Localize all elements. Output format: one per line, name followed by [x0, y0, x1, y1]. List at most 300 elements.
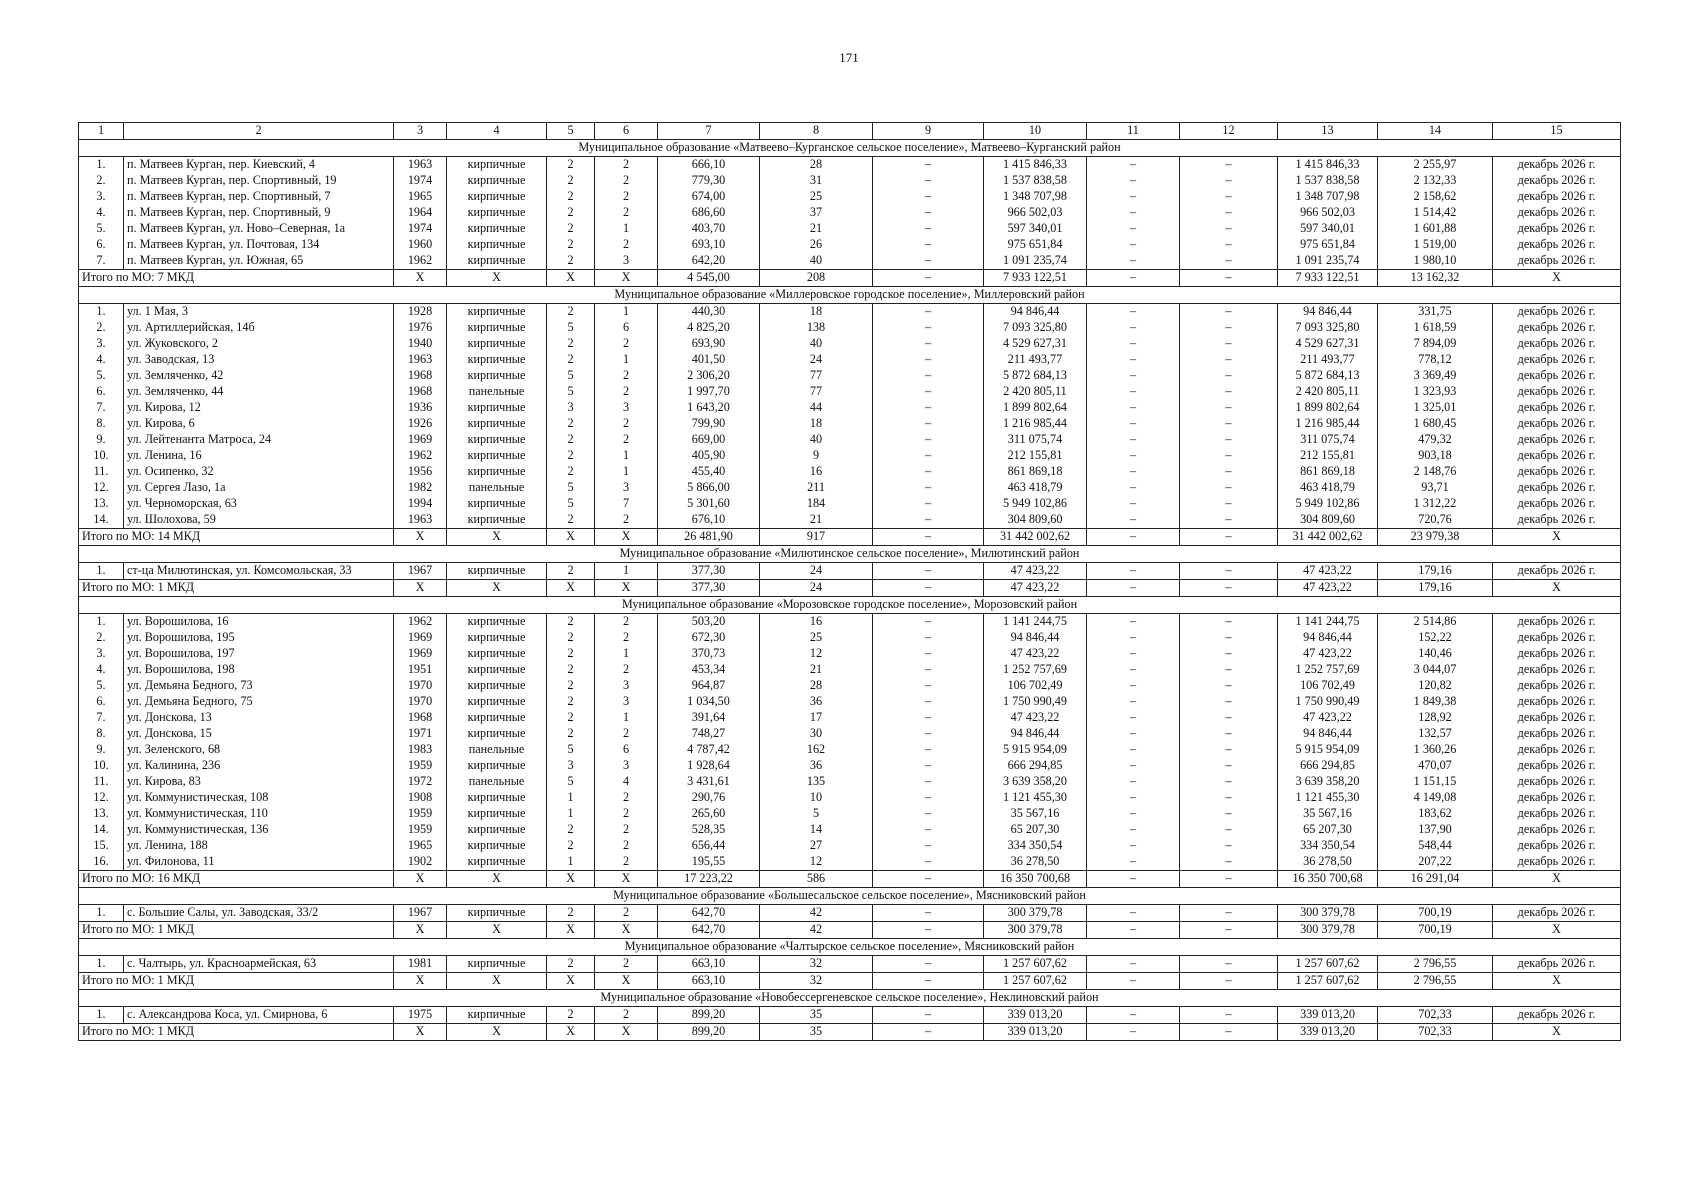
table-cell: 47 423,22 — [984, 646, 1087, 662]
table-cell: 23 979,38 — [1378, 529, 1493, 546]
table-cell: кирпичные — [447, 352, 547, 368]
table-cell: 3. — [79, 646, 124, 662]
table-cell: декабрь 2026 г. — [1493, 368, 1621, 384]
table-cell: 6. — [79, 694, 124, 710]
table-cell: – — [1180, 336, 1278, 352]
table-cell: – — [1087, 905, 1180, 922]
table-row — [79, 854, 1621, 871]
table-cell: – — [1180, 205, 1278, 221]
table-cell: декабрь 2026 г. — [1493, 416, 1621, 432]
table-cell: ул. Кирова, 12 — [124, 400, 394, 416]
table-cell: X — [394, 871, 447, 888]
table-cell: – — [873, 563, 984, 580]
table-cell: 1 750 990,49 — [1278, 694, 1378, 710]
table-cell: 5 301,60 — [658, 496, 760, 512]
table-cell: 93,71 — [1378, 480, 1493, 496]
table-row — [79, 173, 1621, 189]
table-cell: 128,92 — [1378, 710, 1493, 726]
table-cell: 47 423,22 — [1278, 563, 1378, 580]
table-cell: 1 151,15 — [1378, 774, 1493, 790]
table-cell: 2 514,86 — [1378, 614, 1493, 631]
table-cell: – — [1087, 368, 1180, 384]
table-cell: 1983 — [394, 742, 447, 758]
table-cell: 2 — [595, 790, 658, 806]
table-cell: 207,22 — [1378, 854, 1493, 871]
table-cell: 2 — [547, 630, 595, 646]
table-cell: 1 415 846,33 — [984, 157, 1087, 174]
table-cell: 702,33 — [1378, 1024, 1493, 1041]
table-cell: – — [873, 336, 984, 352]
table-cell: 21 — [760, 662, 873, 678]
table-cell: X — [1493, 529, 1621, 546]
table-cell: кирпичные — [447, 304, 547, 321]
table-cell: декабрь 2026 г. — [1493, 480, 1621, 496]
column-header: 12 — [1180, 123, 1278, 140]
table-cell: 799,90 — [658, 416, 760, 432]
table-cell: ул. Ворошилова, 198 — [124, 662, 394, 678]
table-cell: X — [595, 973, 658, 990]
table-cell: – — [873, 352, 984, 368]
table-cell: 208 — [760, 270, 873, 287]
table-cell: ул. Ворошилова, 16 — [124, 614, 394, 631]
table-cell: 40 — [760, 253, 873, 270]
table-cell: X — [547, 529, 595, 546]
table-cell: X — [1493, 270, 1621, 287]
table-cell: 2 — [547, 189, 595, 205]
table-cell: 2 — [547, 726, 595, 742]
table-cell: – — [873, 806, 984, 822]
total-label: Итого по МО: 1 МКД — [79, 973, 394, 990]
table-cell: 106 702,49 — [984, 678, 1087, 694]
table-cell: 7 933 122,51 — [984, 270, 1087, 287]
table-cell: – — [873, 205, 984, 221]
table-cell: 21 — [760, 221, 873, 237]
table-cell: ул. 1 Мая, 3 — [124, 304, 394, 321]
table-cell: 1 899 802,64 — [1278, 400, 1378, 416]
column-header: 2 — [124, 123, 394, 140]
table-cell: 686,60 — [658, 205, 760, 221]
table-cell: 470,07 — [1378, 758, 1493, 774]
table-cell: 36 — [760, 758, 873, 774]
section-header-row — [79, 597, 1621, 614]
table-cell: 1967 — [394, 905, 447, 922]
total-row — [79, 922, 1621, 939]
table-cell: 2 — [595, 237, 658, 253]
table-cell: – — [1180, 400, 1278, 416]
table-cell: 11. — [79, 464, 124, 480]
table-row — [79, 480, 1621, 496]
table-cell: 2 — [547, 221, 595, 237]
table-row — [79, 189, 1621, 205]
table-cell: – — [873, 838, 984, 854]
table-cell: X — [447, 270, 547, 287]
table-cell: X — [447, 529, 547, 546]
table-cell: 1963 — [394, 512, 447, 529]
table-cell: 1. — [79, 1007, 124, 1024]
table-cell: декабрь 2026 г. — [1493, 742, 1621, 758]
table-cell: 162 — [760, 742, 873, 758]
table-cell: 1. — [79, 905, 124, 922]
table-cell: 2 — [547, 253, 595, 270]
table-cell: 18 — [760, 416, 873, 432]
table-cell: п. Матвеев Курган, пер. Спортивный, 7 — [124, 189, 394, 205]
table-cell: – — [1180, 790, 1278, 806]
table-row — [79, 806, 1621, 822]
table-cell: 1 415 846,33 — [1278, 157, 1378, 174]
table-cell: 47 423,22 — [984, 710, 1087, 726]
table-cell: – — [1180, 253, 1278, 270]
table-cell: 1 537 838,58 — [1278, 173, 1378, 189]
table-row — [79, 630, 1621, 646]
table-cell: – — [873, 189, 984, 205]
table-cell: декабрь 2026 г. — [1493, 774, 1621, 790]
table-cell: декабрь 2026 г. — [1493, 563, 1621, 580]
total-label: Итого по МО: 1 МКД — [79, 580, 394, 597]
table-cell: 15. — [79, 838, 124, 854]
table-cell: 152,22 — [1378, 630, 1493, 646]
table-cell: 3 — [595, 253, 658, 270]
table-row — [79, 253, 1621, 270]
table-cell: – — [873, 320, 984, 336]
table-cell: кирпичные — [447, 157, 547, 174]
table-cell: – — [1180, 237, 1278, 253]
table-cell: с. Большие Салы, ул. Заводская, 33/2 — [124, 905, 394, 922]
table-cell: ул. Заводская, 13 — [124, 352, 394, 368]
table-cell: 403,70 — [658, 221, 760, 237]
table-cell: 1974 — [394, 173, 447, 189]
table-cell: ул. Демьяна Бедного, 75 — [124, 694, 394, 710]
table-row — [79, 726, 1621, 742]
table-cell: 5 915 954,09 — [1278, 742, 1378, 758]
table-cell: 35 567,16 — [984, 806, 1087, 822]
table-cell: 2 — [547, 1007, 595, 1024]
table-cell: 13. — [79, 496, 124, 512]
table-cell: 1970 — [394, 678, 447, 694]
table-cell: декабрь 2026 г. — [1493, 464, 1621, 480]
table-cell: 2 — [595, 368, 658, 384]
table-cell: 1928 — [394, 304, 447, 321]
table-cell: 2 255,97 — [1378, 157, 1493, 174]
table-cell: декабрь 2026 г. — [1493, 221, 1621, 237]
table-cell: – — [1180, 1007, 1278, 1024]
table-cell: 30 — [760, 726, 873, 742]
table-cell: декабрь 2026 г. — [1493, 726, 1621, 742]
table-cell: X — [547, 580, 595, 597]
table-cell: 5. — [79, 678, 124, 694]
table-cell: 1936 — [394, 400, 447, 416]
table-cell: кирпичные — [447, 646, 547, 662]
table-cell: – — [1087, 630, 1180, 646]
table-cell: 211 — [760, 480, 873, 496]
table-cell: – — [1087, 432, 1180, 448]
section-header-row — [79, 990, 1621, 1007]
table-cell: 5 866,00 — [658, 480, 760, 496]
table-cell: 27 — [760, 838, 873, 854]
table-cell: 5 949 102,86 — [984, 496, 1087, 512]
table-cell: 1926 — [394, 416, 447, 432]
table-cell: – — [1180, 580, 1278, 597]
table-cell: 13 162,32 — [1378, 270, 1493, 287]
column-header: 5 — [547, 123, 595, 140]
table-row — [79, 614, 1621, 631]
table-cell: 14. — [79, 512, 124, 529]
table-cell: 6. — [79, 237, 124, 253]
table-cell: 5 — [547, 368, 595, 384]
table-cell: 779,30 — [658, 173, 760, 189]
table-cell: – — [1087, 253, 1180, 270]
table-cell: 463 418,79 — [984, 480, 1087, 496]
total-label: Итого по МО: 14 МКД — [79, 529, 394, 546]
table-cell: 16 350 700,68 — [1278, 871, 1378, 888]
table-row — [79, 336, 1621, 352]
table-cell: – — [1180, 758, 1278, 774]
total-row — [79, 580, 1621, 597]
table-cell: 2 — [547, 336, 595, 352]
table-cell: – — [1180, 614, 1278, 631]
table-cell: 2 — [595, 630, 658, 646]
table-cell: 2 — [547, 694, 595, 710]
table-cell: – — [1087, 973, 1180, 990]
table-cell: 1981 — [394, 956, 447, 973]
table-cell: 36 278,50 — [1278, 854, 1378, 871]
table-cell: 1 252 757,69 — [1278, 662, 1378, 678]
table-cell: 2 796,55 — [1378, 956, 1493, 973]
table-cell: 2 — [547, 822, 595, 838]
table-cell: 7 093 325,80 — [1278, 320, 1378, 336]
table-cell: 2. — [79, 320, 124, 336]
table-cell: 1 348 707,98 — [984, 189, 1087, 205]
table-row — [79, 304, 1621, 321]
table-cell: – — [873, 1007, 984, 1024]
table-cell: 1 537 838,58 — [984, 173, 1087, 189]
table-cell: декабрь 2026 г. — [1493, 630, 1621, 646]
table-cell: 1968 — [394, 710, 447, 726]
table-cell: 2 — [547, 304, 595, 321]
table-cell: 2 — [547, 838, 595, 854]
table-cell: 2. — [79, 173, 124, 189]
table-cell: 47 423,22 — [1278, 580, 1378, 597]
table-cell: 5 — [547, 774, 595, 790]
table-cell: панельные — [447, 774, 547, 790]
table-cell: 37 — [760, 205, 873, 221]
table-cell: 16 — [760, 614, 873, 631]
table-cell: 964,87 — [658, 678, 760, 694]
table-cell: – — [873, 822, 984, 838]
table-cell: 26 481,90 — [658, 529, 760, 546]
table-cell: 2 148,76 — [1378, 464, 1493, 480]
table-row — [79, 496, 1621, 512]
table-cell: 778,12 — [1378, 352, 1493, 368]
table-cell: 9. — [79, 742, 124, 758]
table-cell: 700,19 — [1378, 905, 1493, 922]
table-cell: ул. Зеленского, 68 — [124, 742, 394, 758]
table-cell: 1 257 607,62 — [984, 973, 1087, 990]
table-cell: 1951 — [394, 662, 447, 678]
table-cell: 2 — [595, 384, 658, 400]
table-cell: – — [1180, 694, 1278, 710]
table-cell: 16. — [79, 854, 124, 871]
table-cell: ул. Коммунистическая, 110 — [124, 806, 394, 822]
table-cell: – — [873, 956, 984, 973]
table-cell: – — [873, 662, 984, 678]
table-row — [79, 905, 1621, 922]
table-cell: декабрь 2026 г. — [1493, 352, 1621, 368]
table-cell: X — [595, 270, 658, 287]
table-cell: 35 — [760, 1007, 873, 1024]
table-cell: 31 — [760, 173, 873, 189]
table-cell: кирпичные — [447, 336, 547, 352]
table-cell: – — [1087, 678, 1180, 694]
table-cell: 16 350 700,68 — [984, 871, 1087, 888]
table-cell: – — [873, 742, 984, 758]
table-cell: 40 — [760, 336, 873, 352]
table-cell: – — [1180, 630, 1278, 646]
table-cell: ул. Ленина, 188 — [124, 838, 394, 854]
table-cell: – — [873, 922, 984, 939]
table-cell: 2 — [547, 710, 595, 726]
table-cell: 9. — [79, 432, 124, 448]
table-cell: 2 — [547, 646, 595, 662]
table-cell: 674,00 — [658, 189, 760, 205]
table-cell: кирпичные — [447, 416, 547, 432]
table-cell: 1 360,26 — [1378, 742, 1493, 758]
table-cell: X — [394, 922, 447, 939]
table-row — [79, 774, 1621, 790]
table-cell: 8. — [79, 416, 124, 432]
table-cell: 693,10 — [658, 237, 760, 253]
table-cell: 642,20 — [658, 253, 760, 270]
table-cell: – — [873, 400, 984, 416]
table-cell: 4. — [79, 205, 124, 221]
table-cell: кирпичные — [447, 726, 547, 742]
table-cell: 1 325,01 — [1378, 400, 1493, 416]
table-cell: 1 618,59 — [1378, 320, 1493, 336]
column-header: 4 — [447, 123, 547, 140]
table-cell: 24 — [760, 580, 873, 597]
table-cell: 6 — [595, 742, 658, 758]
table-cell: 1963 — [394, 157, 447, 174]
table-cell: – — [1087, 512, 1180, 529]
table-cell: 47 423,22 — [1278, 710, 1378, 726]
table-cell: X — [547, 1024, 595, 1041]
table-cell: 1 750 990,49 — [984, 694, 1087, 710]
table-row — [79, 956, 1621, 973]
table-cell: 1969 — [394, 630, 447, 646]
table-cell: – — [1087, 400, 1180, 416]
table-row — [79, 157, 1621, 174]
table-cell: 1967 — [394, 563, 447, 580]
table-cell: 47 423,22 — [1278, 646, 1378, 662]
table-cell: ул. Кирова, 83 — [124, 774, 394, 790]
table-cell: 586 — [760, 871, 873, 888]
table-cell: кирпичные — [447, 464, 547, 480]
table-cell: 642,70 — [658, 905, 760, 922]
table-cell: 1972 — [394, 774, 447, 790]
table-cell: – — [873, 432, 984, 448]
table-cell: – — [1087, 480, 1180, 496]
table-cell: – — [1180, 189, 1278, 205]
table-cell: – — [1087, 529, 1180, 546]
table-cell: – — [1180, 480, 1278, 496]
table-cell: X — [1493, 973, 1621, 990]
table-cell: – — [1087, 1024, 1180, 1041]
table-cell: 35 567,16 — [1278, 806, 1378, 822]
table-cell: 2 — [595, 614, 658, 631]
table-cell: 7 894,09 — [1378, 336, 1493, 352]
table-cell: ул. Черноморская, 63 — [124, 496, 394, 512]
table-cell: 2 — [547, 464, 595, 480]
table-cell: 455,40 — [658, 464, 760, 480]
table-cell: 2 — [547, 563, 595, 580]
table-cell: декабрь 2026 г. — [1493, 512, 1621, 529]
table-cell: 401,50 — [658, 352, 760, 368]
table-cell: 2 — [595, 416, 658, 432]
table-cell: – — [1180, 320, 1278, 336]
table-row — [79, 352, 1621, 368]
table-cell: 1969 — [394, 432, 447, 448]
table-cell: 8. — [79, 726, 124, 742]
table-cell: 1 141 244,75 — [1278, 614, 1378, 631]
table-cell: – — [1087, 806, 1180, 822]
table-cell: декабрь 2026 г. — [1493, 304, 1621, 321]
table-cell: X — [595, 922, 658, 939]
table-cell: 94 846,44 — [1278, 304, 1378, 321]
table-cell: 1 — [595, 710, 658, 726]
table-cell: 377,30 — [658, 563, 760, 580]
column-header: 7 — [658, 123, 760, 140]
table-cell: 1 643,20 — [658, 400, 760, 416]
table-cell: – — [1087, 871, 1180, 888]
table-cell: – — [1087, 320, 1180, 336]
table-cell: декабрь 2026 г. — [1493, 956, 1621, 973]
table-cell: 16 — [760, 464, 873, 480]
table-row — [79, 512, 1621, 529]
table-cell: декабрь 2026 г. — [1493, 1007, 1621, 1024]
table-cell: – — [1087, 614, 1180, 631]
table-cell: 334 350,54 — [1278, 838, 1378, 854]
table-cell: декабрь 2026 г. — [1493, 384, 1621, 400]
table-cell: – — [1087, 854, 1180, 871]
table-cell: 14 — [760, 822, 873, 838]
table-cell: п. Матвеев Курган, пер. Спортивный, 19 — [124, 173, 394, 189]
table-row — [79, 646, 1621, 662]
table-cell: кирпичные — [447, 320, 547, 336]
table-cell: панельные — [447, 480, 547, 496]
table-cell: 975 651,84 — [1278, 237, 1378, 253]
table-cell: 12 — [760, 854, 873, 871]
section-header-row — [79, 888, 1621, 905]
table-cell: – — [873, 710, 984, 726]
total-row — [79, 1024, 1621, 1041]
table-cell: – — [1087, 822, 1180, 838]
table-row — [79, 563, 1621, 580]
table-cell: 1964 — [394, 205, 447, 221]
table-cell: 32 — [760, 973, 873, 990]
table-cell: 1908 — [394, 790, 447, 806]
table-cell: 5. — [79, 368, 124, 384]
table-cell: 2 — [595, 173, 658, 189]
table-cell: 120,82 — [1378, 678, 1493, 694]
table-cell: – — [1087, 662, 1180, 678]
table-row — [79, 678, 1621, 694]
table-cell: 1. — [79, 304, 124, 321]
table-cell: ул. Донскова, 13 — [124, 710, 394, 726]
table-cell: – — [1087, 221, 1180, 237]
table-cell: 1 257 607,62 — [984, 956, 1087, 973]
table-cell: ул. Демьяна Бедного, 73 — [124, 678, 394, 694]
table-cell: – — [873, 790, 984, 806]
table-cell: 528,35 — [658, 822, 760, 838]
